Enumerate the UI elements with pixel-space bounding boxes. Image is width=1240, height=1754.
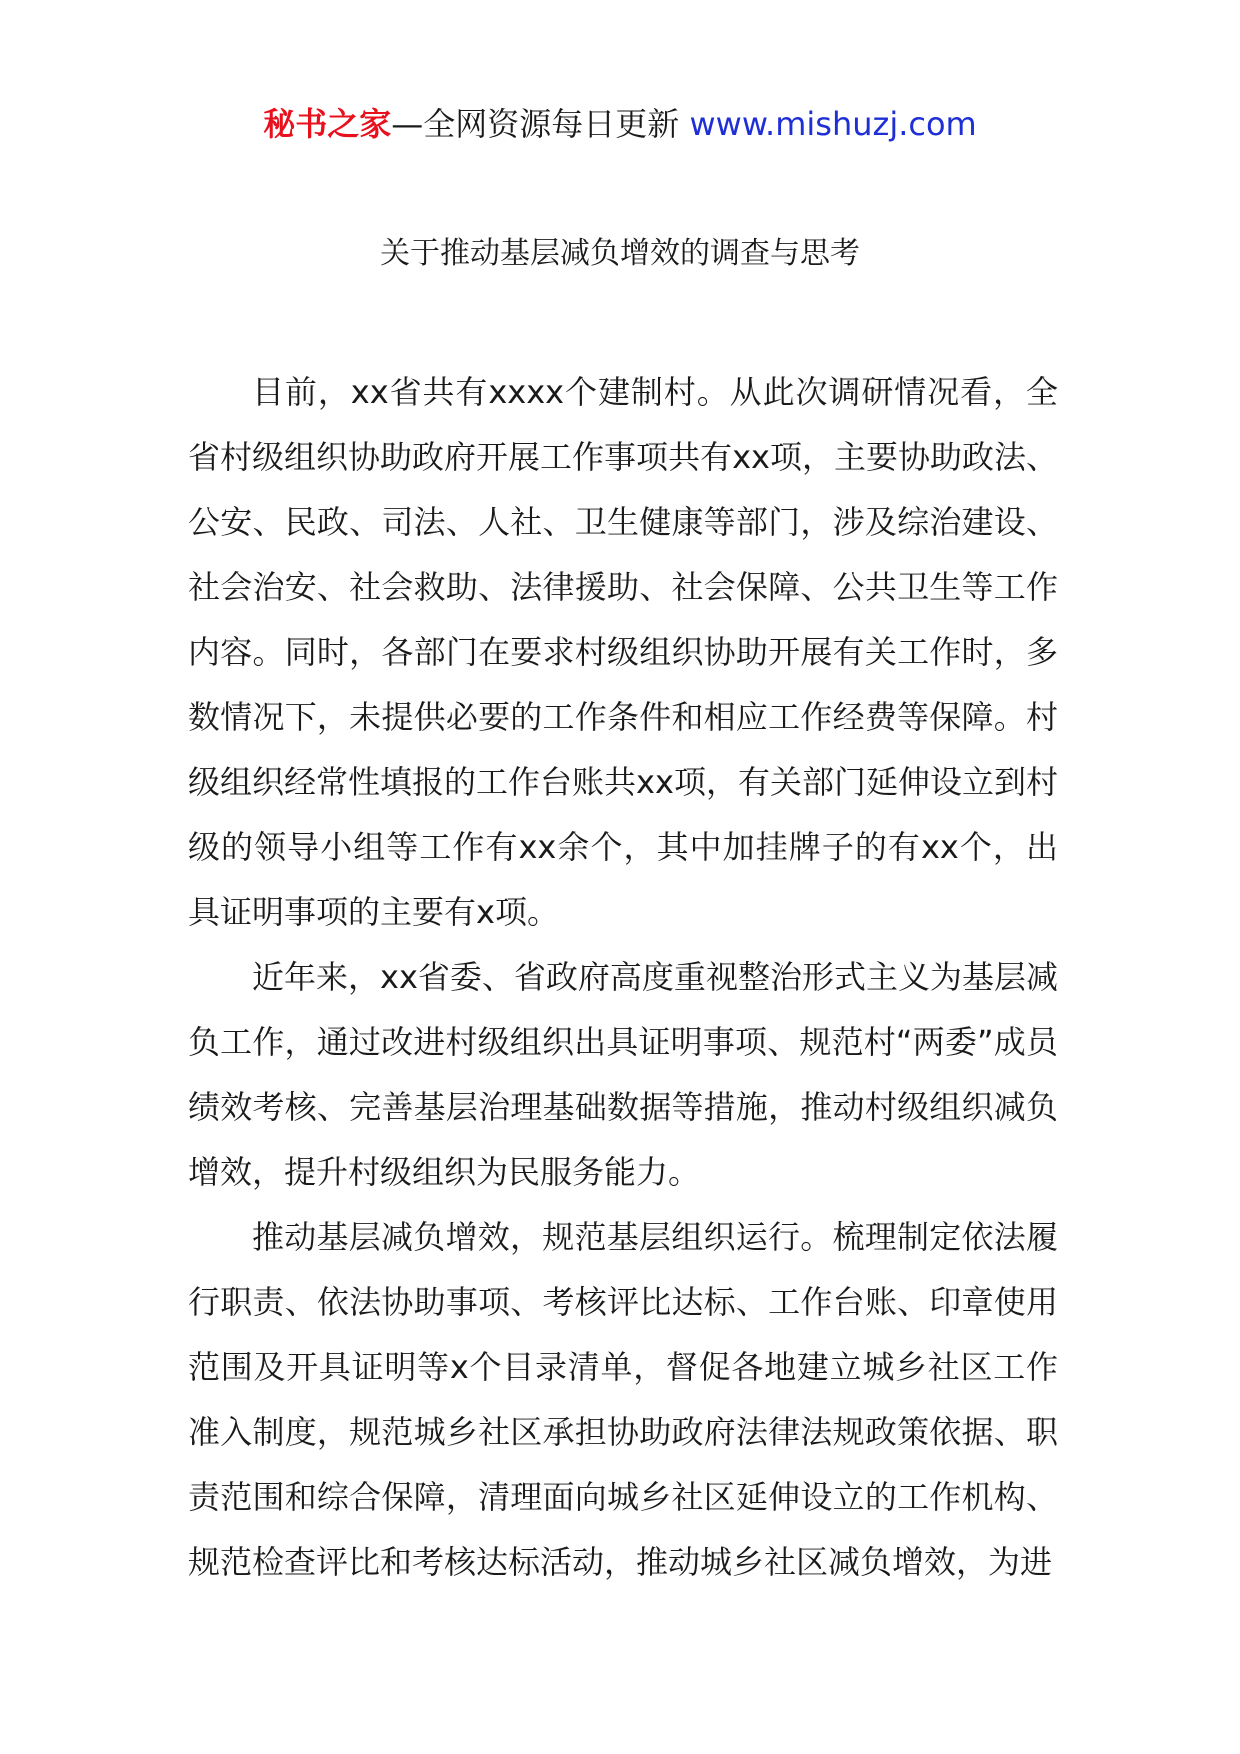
paragraph-3: 推动基层减负增效，规范基层组织运行。梳理制定依法履行职责、依法协助事项、考核评比达标、工作台账、印章使用范围及开具证明等x个目录清单，督促各地建立城乡社区工作准入制度，规范城乡社区承担协助政府法律法规政策依据、职责范围和综合保障，清理面向城乡社区延伸设立的工作机构、规范检查评比和考核达标活动，推动城乡社区减负增效，为进: [188, 1218, 1058, 1581]
site-url-link[interactable]: www.mishuzj.com: [689, 105, 977, 143]
header-slogan: 全网资源每日更新: [423, 105, 690, 143]
paragraph-1: 目前，xx省共有xxxx个建制村。从此次调研情况看，全省村级组织协助政府开展工作事项共有xx项，主要协助政法、公安、民政、司法、人社、卫生健康等部门，涉及综治建设、社会治安、社会救助、法律援助、社会保障、公共卫生等工作内容。同时，各部门在要求村级组织协助开展有关工作时，多数情况下，未提供必要的工作条件和相应工作经费等保障。村级组织经常性填报的工作台账共xx项，有关部门延伸设立到村级的领导小组等工作有xx余个，其中加挂牌子的有xx个，出具证明事项的主要有x项。: [188, 373, 1058, 931]
document-title: 关于推动基层减负增效的调查与思考: [380, 236, 860, 271]
site-brand: 秘书之家: [263, 105, 392, 143]
document-body: [188, 360, 1058, 1595]
header-dash: —: [391, 105, 424, 143]
paragraph-2: 近年来，xx省委、省政府高度重视整治形式主义为基层减负工作，通过改进村级组织出具证明事项、规范村“两委”成员绩效考核、完善基层治理基础数据等措施，推动村级组织减负增效，提升村级组织为民服务能力。: [188, 958, 1058, 1191]
site-header: [0, 100, 1240, 148]
